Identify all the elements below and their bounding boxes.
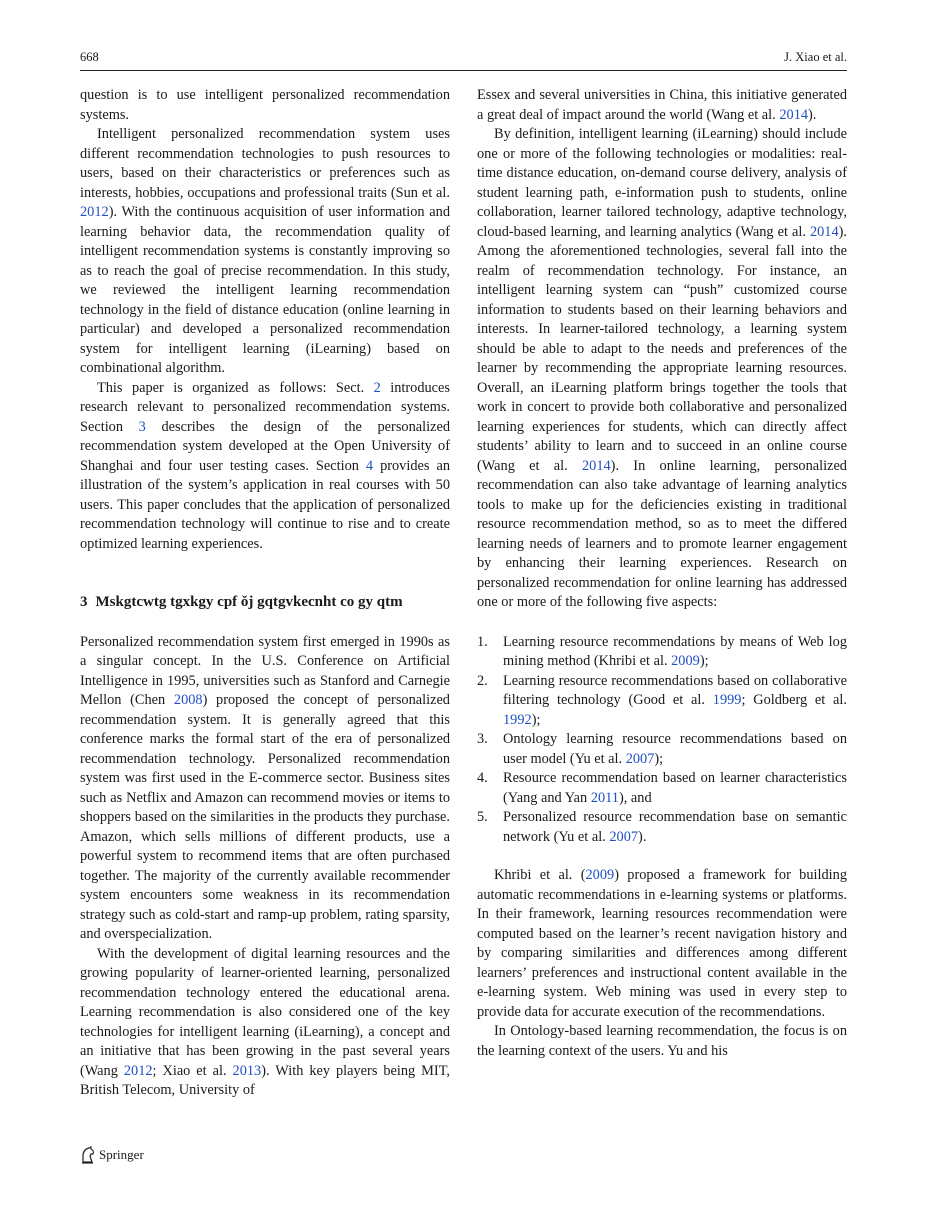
list-item: 5. Personalized resource recommendation base on semantic network (Yu et al. 2007). [477, 809, 847, 845]
citation-link[interactable]: 2014 [809, 223, 839, 240]
paragraph: question is to use intelligent personalized recommendation systems. [80, 87, 450, 123]
citation-link[interactable]: 2014 [581, 457, 611, 474]
right-column [477, 86, 847, 1061]
running-head-authors: J. Xiao et al. [784, 50, 847, 64]
paragraph: In Ontology-based learning recommendation, the focus is on the learning context of the users. Yu and his [477, 1023, 847, 1059]
citation-link[interactable]: 2012 [80, 204, 109, 220]
citation-link[interactable]: 2009 [585, 867, 615, 883]
paragraph: Essex and several universities in China, this initiative generated a great deal of impact around the world (Wang et al. 2014). [477, 87, 847, 123]
citation-link[interactable]: 2008 [173, 692, 203, 708]
citation-link[interactable]: 2013 [232, 1062, 262, 1079]
publisher-logo-text: Springer [99, 1147, 144, 1162]
page-number: 668 [80, 50, 99, 64]
springer-horse-icon [80, 1146, 96, 1164]
paragraph: This paper is organized as follows: Sect. 2 introduces research relevant to personalized recommendation systems. Section 3 describes the design of the personalized recommendation system developed at the Open University of Shanghai and four user testing cases. Section 4 provides an illustration of the system’s application in real courses with 50 users. This paper concludes that the application of personalized recommendation technology will continue to rise and to create optimized learning experiences. [80, 379, 450, 552]
paragraph: With the development of digital learning resources and the growing popularity of learner-oriented learning, personalized recommendation technology entered the educational arena. Learning recommendation is also considered one of the key technologies for intelligent learning (iLearning), a concept and an initiative that has been growing in the past several years (Wang 2012; Xiao et al. 2013). With key players being MIT, British Telecom, University of [80, 945, 450, 1098]
paragraph: Intelligent personalized recommendation system uses different recommendation technologies to push resources to users, based on their characteristics or preferences such as interests, hobbies, occupations and professional traits (Sun et al. 2012). With the continuous acquisition of user information and learning behavior data, the recommendation quality of intelligent recommendation systems is constantly improving so as to reach the goal of precise recommendation. In this study, we reviewed the intelligent learning recommendation technology in the field of distance education (online learning in particular) and developed a personalized recommendation system for intelligent learning (iLearning) based on combinational algorithm. [80, 126, 450, 376]
list-item: 2. Learning resource recommendations based on collaborative filtering technology (Good et al. 1999; Goldberg et al. 1992); [477, 672, 847, 728]
paragraph: Personalized recommendation system first emerged in 1990s as a singular concept. In the U.S. Conference on Artificial Intelligence in 1995, universities such as Stanford and Carnegie Mellon (Chen 2008) proposed the concept of personalized recommendation system. It is generally agreed that this conference marks the formal start of the era of personalized recommendation technology. Personalized recommendation system was first used in the E-commerce sector. Business sites such as Netflix and Amazon can recommend movies or items to shoppers based on the similarities in the products they purchase. Amazon, which sells millions of different products, use a powerful system to recommend items that are often purchased together. The majority of the currently available recommender system encounters some weakness in its recommendation strategy such as cold-start and ramp-up problem, rating sparsity, and overspecialization. [80, 633, 450, 942]
list-item: 4. Resource recommendation based on learner characteristics (Yang and Yan 2011), and [477, 770, 847, 806]
header-rule [80, 70, 847, 71]
section-heading [80, 593, 450, 613]
citation-link[interactable]: 2012 [123, 1062, 153, 1079]
list-item: 3. Ontology learning resource recommendations based on user model (Yu et al. 2007); [477, 731, 847, 767]
citation-link[interactable]: 2007 [609, 828, 639, 845]
section-title: Mskgtcwtg tgxkgy cpf ǒj gqtgvkecnht co gy qtm [95, 594, 403, 610]
section-link[interactable]: 4 [365, 457, 374, 474]
left-column [80, 86, 450, 1101]
citation-link[interactable]: 2009 [671, 653, 700, 669]
section-number: 3 [80, 594, 88, 610]
running-header [80, 50, 847, 70]
citation-link[interactable]: 2007 [625, 750, 655, 767]
paragraph: Khribi et al. (2009) proposed a framework for building automatic recommendations in e-learning systems or platforms. In their framework, learning resources recommendation were computed based on the learner’s recent navigation history and by comparing similarities and differences among different learners’ preferences and instructional content available in the e-learning system. Web mining was used in every step to provide data for accurate execution of the recommendations. [477, 867, 847, 1020]
citation-link[interactable]: 1999 [712, 692, 742, 708]
section-link[interactable]: 2 [373, 379, 381, 396]
citation-link[interactable]: 2011 [590, 789, 619, 806]
citation-link[interactable]: 1992 [503, 711, 532, 728]
citation-link[interactable]: 2014 [779, 106, 809, 123]
aspects-list [477, 633, 847, 848]
list-item: 1. Learning resource recommendations by means of Web log mining method (Khribi et al. 2009); [477, 633, 847, 669]
page-footer [80, 1145, 144, 1165]
paragraph: By definition, intelligent learning (iLearning) should include one or more of the following technologies or modalities: real-time distance education, on-demand course delivery, analysis of student learning path, e-information push to students, online collaboration, learner tailored technology, adaptive technology, cloud-based learning, and learning analytics (Wang et al. 2014). Among the aforementioned technologies, several fall into the realm of recommendation technology. For instance, an intelligent learning system can “push” customized course information to students based on their learning behaviors and interests. In learner-tailored technology, a learning system should be able to adapt to the needs and preferences of the learner by recommending the appropriate learning resources. Overall, an iLearning platform brings together the tools that work in concert to provide both collaborative and personalized learning experiences for students, which can directly affect students’ ability to learn and to succeed in an online course (Wang et al. 2014). In online learning, personalized recommendation can also take advantage of learning analytics tools to make up for the deficiencies existing in traditional resource recommendation method, so as to meet the differed learning needs of learners and to promote learner engagement by enhancing their learning experiences. Research on personalized recommendation for online learning has addressed one or more of the following five aspects: [477, 126, 847, 610]
section-link[interactable]: 3 [138, 418, 146, 435]
